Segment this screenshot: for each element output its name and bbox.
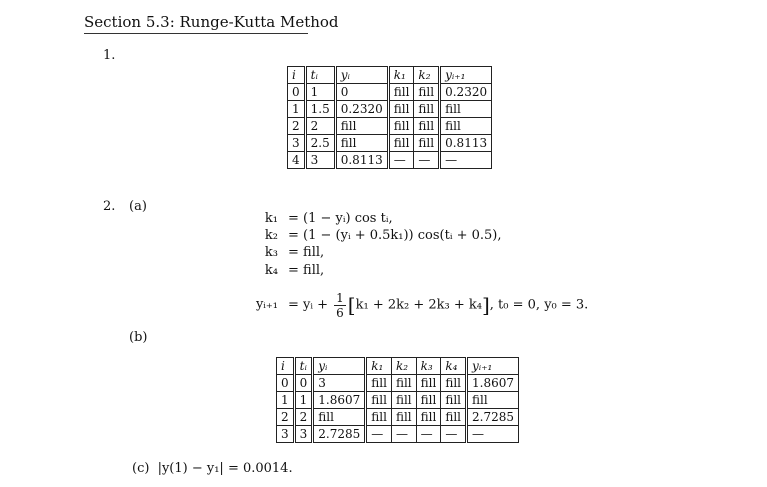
table-cell: —	[440, 152, 492, 169]
equation-rhs: = fill,	[288, 263, 325, 278]
table-header-cell: k₂	[391, 358, 416, 375]
table-header-cell: tᵢ	[305, 67, 335, 84]
table-cell: fill	[366, 392, 392, 409]
table-row	[277, 426, 519, 443]
table-cell: 2	[288, 118, 306, 135]
table-header-cell: k₄	[441, 358, 467, 375]
equation-rhs: = (1 − (yᵢ + 0.5k₁)) cos(tᵢ + 0.5),	[288, 228, 502, 243]
equation-rhs: = (1 − yᵢ) cos tᵢ,	[288, 211, 393, 226]
table-cell: fill	[366, 409, 392, 426]
table-cell: 3	[277, 426, 295, 443]
table-cell: 0	[294, 375, 313, 392]
table-cell: 1	[277, 392, 295, 409]
part-c-label: (c)	[132, 461, 150, 476]
table-cell: —	[441, 426, 467, 443]
table-header-cell: tᵢ	[294, 358, 313, 375]
section-underline	[84, 33, 308, 34]
table-cell: 3	[288, 135, 306, 152]
table-cell: fill	[416, 392, 441, 409]
part-c	[132, 461, 293, 477]
table-cell: 2	[277, 409, 295, 426]
table-cell: 1	[305, 84, 335, 101]
table-cell: fill	[416, 409, 441, 426]
table-cell: fill	[313, 409, 366, 426]
table-row	[277, 392, 519, 409]
table-row	[288, 84, 492, 101]
table-cell: 1.8607	[313, 392, 366, 409]
table-cell: fill	[366, 375, 392, 392]
table-header-cell: k₁	[388, 67, 414, 84]
table-cell: fill	[388, 118, 414, 135]
table-cell: 2	[305, 118, 335, 135]
table-cell: fill	[335, 135, 388, 152]
table-cell: —	[366, 426, 392, 443]
table-header-cell: k₃	[416, 358, 441, 375]
table-cell: fill	[441, 392, 467, 409]
table-header-cell: k₂	[414, 67, 440, 84]
part-c-text: |y(1) − y₁| = 0.0014.	[157, 461, 293, 476]
update-eq-post: , t₀ = 0, y₀ = 3.	[489, 297, 589, 313]
rk-table-1	[287, 66, 492, 169]
equation-row	[244, 262, 604, 280]
table-cell: fill	[440, 118, 492, 135]
table-row	[288, 152, 492, 169]
table-cell: fill	[391, 375, 416, 392]
table-cell: 3	[294, 426, 313, 443]
table-cell: 1.5	[305, 101, 335, 118]
table-cell: fill	[414, 135, 440, 152]
table-header-cell: k₁	[366, 358, 392, 375]
table-cell: fill	[391, 409, 416, 426]
table-cell: —	[388, 152, 414, 169]
table-cell: fill	[388, 101, 414, 118]
table-cell: fill	[467, 392, 519, 409]
table-cell: 0.2320	[335, 101, 388, 118]
problem-2-number: 2.	[103, 199, 116, 214]
table-cell: 2	[294, 409, 313, 426]
update-eq-pre: = yᵢ +	[288, 297, 329, 313]
table-row	[277, 409, 519, 426]
table-cell: 0.2320	[440, 84, 492, 101]
table-cell: fill	[388, 84, 414, 101]
table-cell: 0	[277, 375, 295, 392]
table-cell: fill	[391, 392, 416, 409]
table-cell: 3	[313, 375, 366, 392]
table-cell: 3	[305, 152, 335, 169]
table-cell: fill	[441, 409, 467, 426]
table-cell: 2.5	[305, 135, 335, 152]
update-eq-lhs: yᵢ₊₁	[255, 297, 278, 312]
left-bracket: [	[347, 293, 356, 317]
problem-1-number: 1.	[103, 48, 116, 63]
table-cell: fill	[440, 101, 492, 118]
table-cell: fill	[388, 135, 414, 152]
equation-lhs: k₄	[264, 263, 278, 278]
table-cell: 1	[294, 392, 313, 409]
table-cell: fill	[414, 118, 440, 135]
table-header-cell: yᵢ	[335, 67, 388, 84]
table-header-row	[288, 67, 492, 84]
table-cell: —	[416, 426, 441, 443]
fraction-denominator: 6	[336, 305, 344, 320]
equation-row	[244, 210, 604, 228]
table-cell: —	[391, 426, 416, 443]
equation-row	[244, 227, 604, 245]
table-cell: fill	[335, 118, 388, 135]
table-cell: 1	[288, 101, 306, 118]
table-cell: 1.8607	[467, 375, 519, 392]
table-cell: 2.7285	[313, 426, 366, 443]
table-header-cell: i	[277, 358, 295, 375]
equation-rhs: = fill,	[288, 245, 325, 260]
equation-row	[244, 244, 604, 262]
table-cell: fill	[416, 375, 441, 392]
table-row	[277, 375, 519, 392]
table-cell: 4	[288, 152, 306, 169]
bracket-content: k₁ + 2k₂ + 2k₃ + k₄	[355, 297, 482, 313]
table-cell: fill	[414, 84, 440, 101]
table-header-cell: yᵢ	[313, 358, 366, 375]
table-row	[288, 135, 492, 152]
equation-lhs: k₃	[264, 245, 278, 260]
table-cell: 0	[335, 84, 388, 101]
equation-lhs: k₁	[264, 211, 278, 226]
part-a-label: (a)	[129, 199, 147, 214]
table-cell: 0.8113	[440, 135, 492, 152]
table-cell: —	[467, 426, 519, 443]
table-cell: 2.7285	[467, 409, 519, 426]
table-cell: 0	[288, 84, 306, 101]
rk-table-2	[276, 357, 519, 443]
section-title: Section 5.3: Runge-Kutta Method	[84, 13, 339, 31]
table-header-cell: yᵢ₊₁	[440, 67, 492, 84]
fraction	[334, 291, 346, 320]
right-bracket: ]	[481, 293, 490, 317]
table-cell: fill	[414, 101, 440, 118]
equation-lhs: k₂	[264, 228, 278, 243]
table-cell: —	[414, 152, 440, 169]
table-row	[288, 101, 492, 118]
update-equation	[244, 290, 624, 320]
table-cell: fill	[441, 375, 467, 392]
table-row	[288, 118, 492, 135]
table-header-cell: yᵢ₊₁	[467, 358, 519, 375]
table-cell: 0.8113	[335, 152, 388, 169]
table-header-row	[277, 358, 519, 375]
part-b-label: (b)	[129, 330, 148, 345]
table-header-cell: i	[288, 67, 306, 84]
fraction-numerator: 1	[336, 290, 344, 305]
